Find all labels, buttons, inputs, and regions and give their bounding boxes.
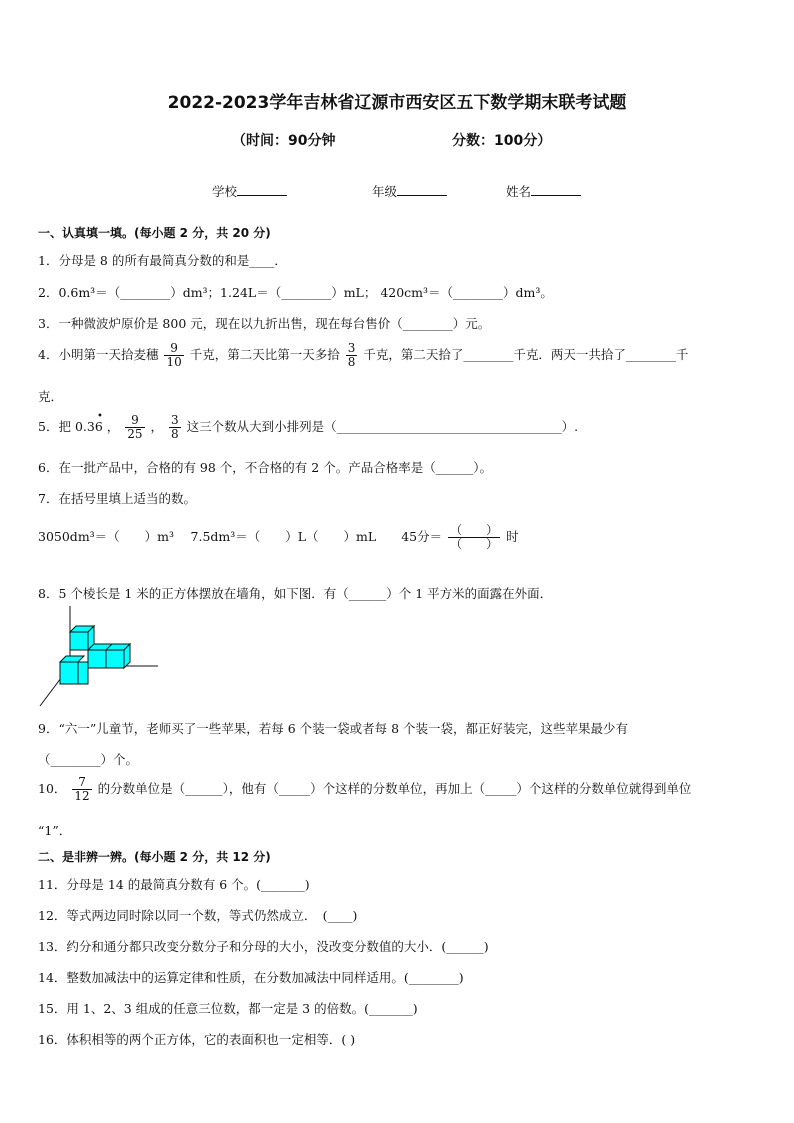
fraction-9-10: $\frac{9}{10}$ (166, 341, 182, 369)
fraction-3-8: $\frac{3}{8}$ (347, 341, 356, 369)
exam-score: 分数：100分） (452, 133, 552, 149)
question-12: 12．等式两边同时除以同一个数，等式仍然成立． (____) (38, 908, 358, 923)
question-5: 5．把 0.36 • ， $\frac{9}{25}$ ， $\frac{3}{8}$ 这三个数从大到小排列是（____________________________________）. (38, 411, 579, 441)
cube-3-front (106, 650, 124, 668)
grade-field[interactable]: 年级 (372, 182, 447, 200)
cubes-figure (36, 606, 166, 710)
question-4-cont: 克． (38, 389, 64, 404)
exam-time: （时间：90分钟 (232, 133, 336, 149)
question-7-items: 3050dm³＝（ ）m³ 7.5dm³＝（ ）L（ ）mL 45分＝ $\frac{( )}{( )}$ 时 (38, 523, 519, 551)
repeating-decimal: 0.36 • (74, 411, 103, 434)
name-field[interactable]: 姓名 (506, 182, 581, 200)
question-15: 15．用 1、2、3 组成的任意三位数，都一定是 3 的倍数。(_______) (38, 1001, 418, 1016)
question-8: 8．5 个棱长是 1 米的正方体摆放在墙角，如下图．有（______）个 1 平方米的面露在外面． (38, 586, 553, 601)
cube-5-front (78, 662, 88, 684)
cube-2-front (88, 650, 106, 668)
fraction-7-12: $\frac{7}{12}$ (74, 775, 90, 803)
fraction-3-8-b: $\frac{3}{8}$ (171, 413, 179, 441)
question-4: 4．小明第一天拾麦穗 $\frac{9}{10}$ 千克，第二天比第一天多拾 $\frac{3}{8}$ 千克，第二天拾了________千克．两天一共拾了________千 (38, 341, 689, 369)
question-2: 2．0.6m³＝（________）dm³；1.24L＝（________）mL； 420cm³＝（________）dm³。 (38, 285, 553, 300)
question-3: 3．一种微波炉原价是 800 元，现在以九折出售，现在每台售价（________）元。 (38, 316, 491, 331)
question-1: 1．分母是 8 的所有最简真分数的和是____． (38, 253, 287, 268)
question-10: 10． $\frac{7}{12}$ 的分数单位是（______），他有（_____）个这样的分数单位，再加上（_____）个这样的分数单位就得到单位 (38, 775, 692, 803)
question-16: 16．体积相等的两个正方体，它的表面积也一定相等．( ) (38, 1032, 356, 1047)
question-14: 14．整数加减法中的运算定律和性质，在分数加减法中同样适用。(________) (38, 970, 464, 985)
question-6: 6．在一批产品中，合格的有 98 个，不合格的有 2 个。产品合格率是（______）。 (38, 460, 492, 475)
section-one-heading: 一、认真填一填。(每小题 2 分，共 20 分) (38, 226, 271, 240)
question-10-cont: “1”． (38, 823, 72, 838)
school-field[interactable]: 学校 (212, 182, 287, 200)
section-two-heading: 二、是非辨一辨。(每小题 2 分，共 12 分) (38, 850, 271, 864)
page-title: 2022-2023学年吉林省辽源市西安区五下数学期末联考试题 (167, 93, 627, 113)
question-13: 13．约分和通分都只改变分数分子和分母的大小，没改变分数值的大小．(______) (38, 939, 489, 954)
question-7: 7．在括号里填上适当的数。 (38, 491, 196, 506)
question-9-cont: （________）个。 (38, 752, 139, 767)
fraction-9-25: $\frac{9}{25}$ (127, 413, 143, 441)
fraction-blank: $\frac{( )}{( )}$ (450, 523, 499, 551)
top-cube-front (70, 632, 88, 650)
cube-4-front (60, 662, 78, 684)
question-11: 11．分母是 14 的最简真分数有 6 个。(_______) (38, 877, 310, 892)
question-9: 9．“六一”儿童节，老师买了一些苹果，若每 6 个装一袋或者每 8 个装一袋，都正好装完，这些苹果最少有 (38, 721, 629, 736)
cube-4-top (60, 656, 84, 662)
